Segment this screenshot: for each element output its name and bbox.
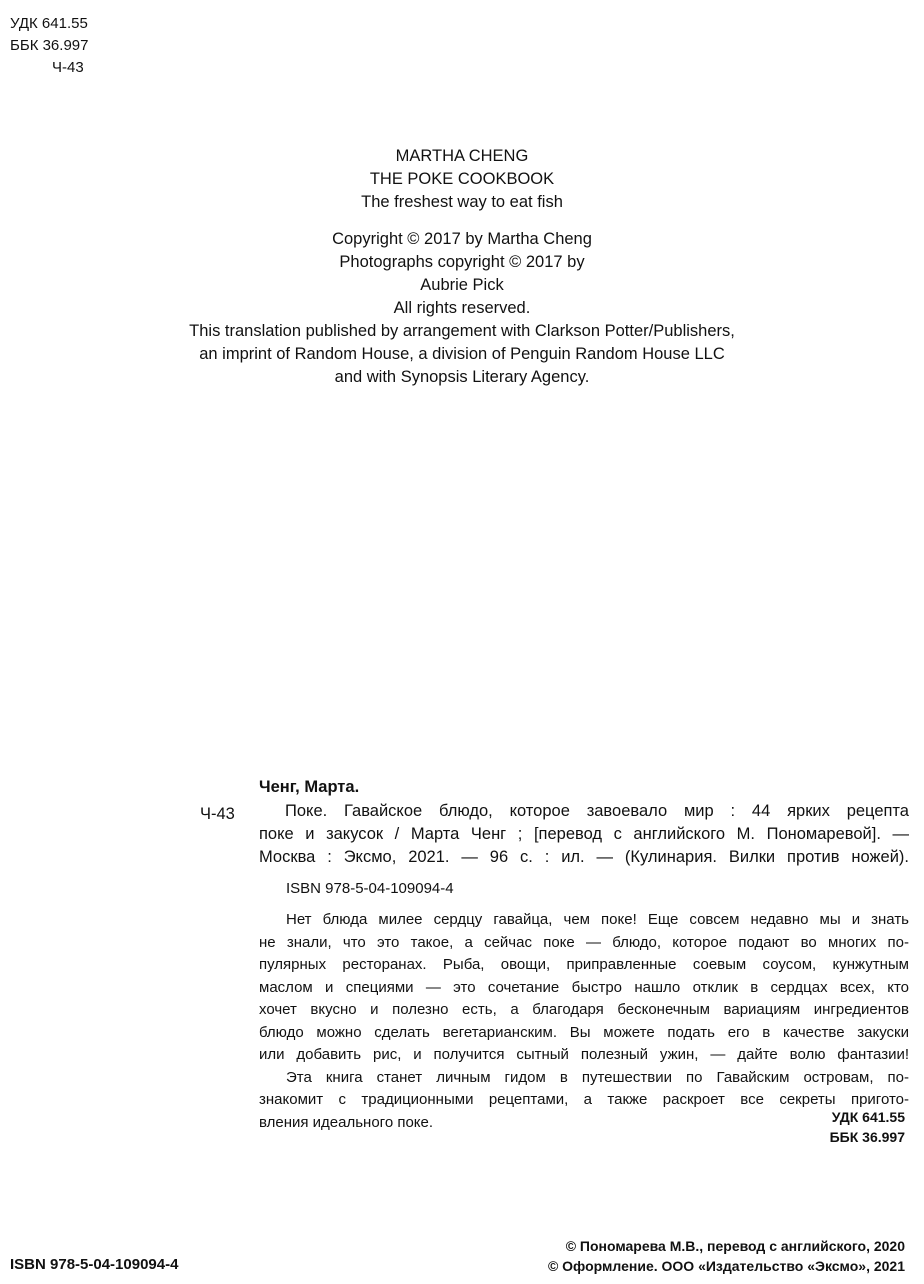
annotation-line: хочет вкусно и полезно есть, а благодаря бесконечным вариациям ингредиентов xyxy=(259,1001,909,1018)
author-mark: Ч-43 xyxy=(52,59,84,76)
original-title: THE POKE COOKBOOK xyxy=(369,170,555,188)
footer-isbn: ISBN 978-5-04-109094-4 xyxy=(10,1256,179,1273)
catalog-card-codes xyxy=(830,1107,905,1147)
annotation-line: Нет блюда милее сердцу гавайца, чем поке! Еще совсем недавно мы и знать xyxy=(286,911,909,928)
footer-copyrights xyxy=(548,1236,905,1276)
catalog-udk: УДК 641.55 xyxy=(831,1109,905,1125)
translation-copyright: © Пономарева М.В., перевод с английского, 2020 xyxy=(565,1238,905,1254)
annotation xyxy=(259,909,909,1134)
copyright-line: an imprint of Random House, a division of Penguin Random House LLC xyxy=(199,345,725,363)
annotation-line: Эта книга станет личным гидом в путешествии по Гавайским островам, по- xyxy=(286,1068,909,1086)
catalog-card-isbn: ISBN 978-5-04-109094-4 xyxy=(286,880,454,897)
annotation-line: блюдо можно сделать вегетарианским. Вы можете подать его в качестве закуски xyxy=(259,1023,909,1041)
annotation-line: маслом и специями — это сочетание быстро нашло отклик в сердцах всех, кто xyxy=(259,978,909,996)
copyright-line: All rights reserved. xyxy=(393,299,531,317)
catalog-card-author-mark: Ч-43 xyxy=(200,805,235,823)
bbk-code: ББК 36.997 xyxy=(10,37,89,54)
design-copyright: © Оформление. ООО «Издательство «Эксмо», 2021 xyxy=(547,1258,905,1274)
copyright-line: Copyright © 2017 by Martha Cheng xyxy=(332,230,592,248)
annotation-line: знакомит с традиционными рецептами, а также раскроет все секреты пригото- xyxy=(259,1091,909,1108)
original-subtitle: The freshest way to eat fish xyxy=(361,193,563,211)
annotation-line: вления идеального поке. xyxy=(259,1113,434,1131)
catalog-card-heading: Ченг, Марта. xyxy=(259,778,360,796)
copyright-line: This translation published by arrangement with Clarkson Potter/Publishers, xyxy=(189,322,735,340)
biblio-line: Москва : Эксмо, 2021. — 96 с. : ил. — (Кулинария. Вилки против ножей). xyxy=(259,848,909,866)
bibliographic-description xyxy=(259,800,909,869)
annotation-line: не знали, что это такое, а сейчас поке — блюдо, которое подают во многих по- xyxy=(259,933,909,951)
original-edition-credits xyxy=(0,145,924,389)
biblio-line: Поке. Гавайское блюдо, которое завоевало мир : 44 ярких рецепта xyxy=(285,802,909,820)
classification-block xyxy=(10,13,88,79)
original-author: MARTHA CHENG xyxy=(395,147,529,165)
catalog-bbk: ББК 36.997 xyxy=(829,1129,905,1145)
biblio-line: поке и закусок / Марта Ченг ; [перевод с английского М. Пономаревой]. — xyxy=(259,825,909,843)
copyright-line: Photographs copyright © 2017 by xyxy=(339,253,585,271)
annotation-line: или добавить рис, и получится сытный полезный ужин, — дайте волю фантазии! xyxy=(259,1046,909,1063)
annotation-line: пулярных ресторанах. Рыба, овощи, приправленные соевым соусом, кунжутным xyxy=(259,956,909,973)
udk-code: УДК 641.55 xyxy=(10,15,88,32)
copyright-line: Aubrie Pick xyxy=(420,276,504,294)
copyright-line: and with Synopsis Literary Agency. xyxy=(334,368,590,386)
